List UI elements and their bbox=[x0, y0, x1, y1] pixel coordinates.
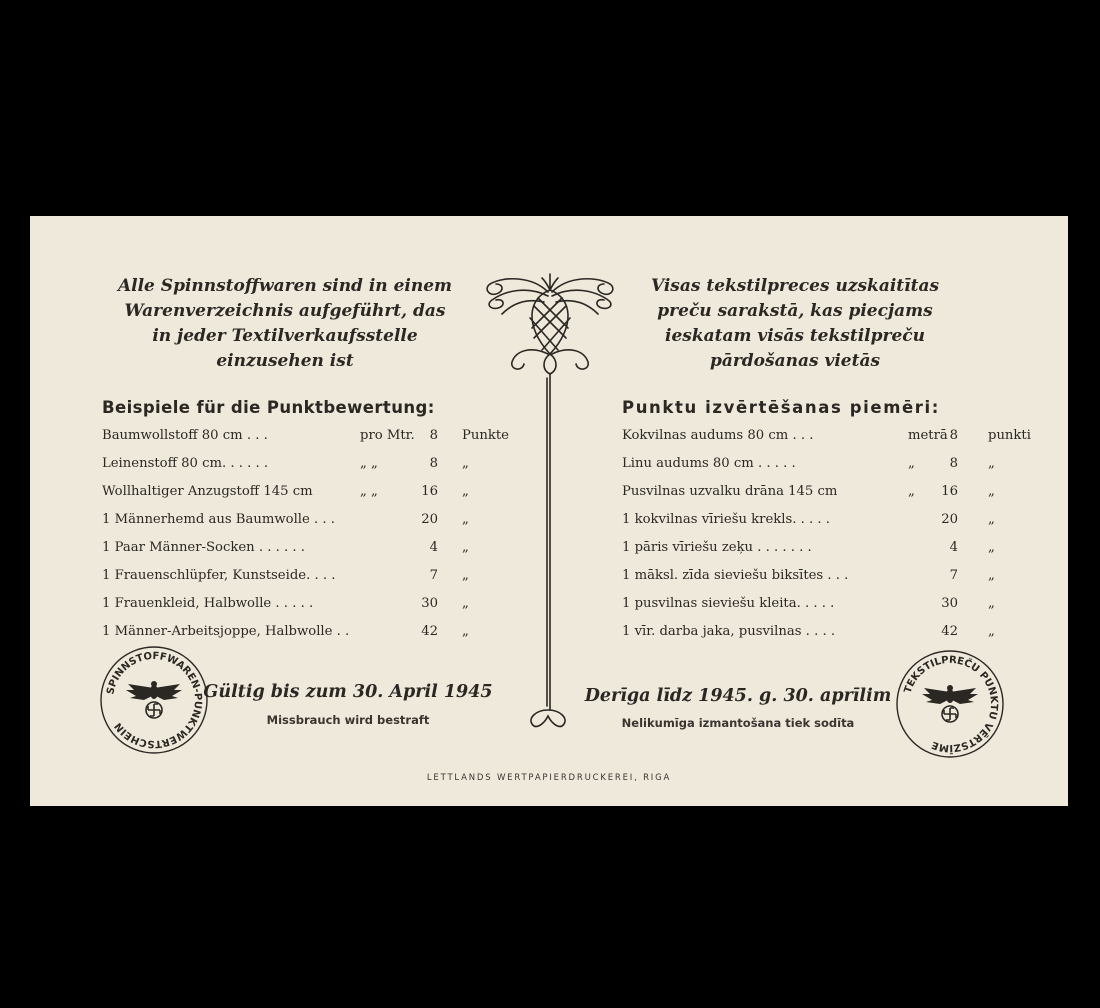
latvian-validity: Derīga līdz 1945. g. 30. aprīlim bbox=[584, 686, 892, 706]
item-suffix: „ bbox=[462, 512, 469, 527]
item-points: 20 bbox=[941, 512, 958, 527]
latvian-intro bbox=[600, 274, 990, 374]
item-points: 4 bbox=[429, 540, 438, 555]
item-points: 7 bbox=[429, 568, 438, 583]
item-description: 1 Männer-Arbeitsjoppe, Halbwolle . . bbox=[102, 624, 350, 639]
german-validity: Gültig bis zum 30. April 1945 bbox=[203, 682, 493, 702]
item-suffix: „ bbox=[988, 568, 995, 583]
intro-line: pārdošanas vietās bbox=[709, 351, 881, 371]
item-unit: „ „ bbox=[360, 456, 378, 471]
item-description: Kokvilnas audums 80 cm . . . bbox=[622, 428, 814, 443]
item-unit: „ bbox=[908, 484, 915, 499]
item-suffix: „ bbox=[462, 624, 469, 639]
item-suffix: „ bbox=[462, 456, 469, 471]
intro-line: preču sarakstā, kas piecjams bbox=[657, 301, 933, 321]
item-description: 1 Frauenschlüpfer, Kunstseide. . . . bbox=[102, 568, 336, 583]
german-intro bbox=[90, 274, 480, 374]
item-points: 16 bbox=[421, 484, 438, 499]
item-description: Linu audums 80 cm . . . . . bbox=[622, 456, 796, 471]
item-suffix: „ bbox=[988, 456, 995, 471]
item-points: 8 bbox=[949, 428, 958, 443]
item-suffix: „ bbox=[988, 624, 995, 639]
item-description: 1 kokvilnas vīriešu krekls. . . . . bbox=[622, 512, 830, 527]
item-points: 30 bbox=[421, 596, 438, 611]
stamp-text: SPINNSTOFFWAREN-PUNKTWERTSCHEIN bbox=[105, 650, 204, 750]
item-points: 42 bbox=[941, 624, 958, 639]
item-description: 1 Frauenkleid, Halbwolle . . . . . bbox=[102, 596, 314, 611]
printer-imprint: LETTLANDS WERTPAPIERDRUCKEREI, RIGA bbox=[426, 773, 672, 783]
item-points: 7 bbox=[949, 568, 958, 583]
pinecone-scroll-ornament-icon bbox=[482, 270, 618, 732]
latvian-penalty: Nelikumīga izmantošana tiek sodīta bbox=[621, 716, 855, 730]
item-suffix: „ bbox=[988, 596, 995, 611]
intro-line: einzusehen ist bbox=[216, 351, 354, 371]
intro-line: in jeder Textilverkaufsstelle bbox=[152, 326, 418, 346]
intro-line: Visas tekstilpreces uzskaitītas bbox=[650, 276, 940, 296]
item-unit: pro Mtr. bbox=[360, 428, 415, 443]
item-description: Baumwollstoff 80 cm . . . bbox=[102, 428, 268, 443]
item-points: 30 bbox=[941, 596, 958, 611]
item-points: 16 bbox=[941, 484, 958, 499]
german-penalty: Missbrauch wird bestraft bbox=[266, 713, 430, 727]
item-description: 1 vīr. darba jaka, pusvilnas . . . . bbox=[622, 624, 836, 639]
item-points: 20 bbox=[421, 512, 438, 527]
item-suffix: „ bbox=[988, 540, 995, 555]
item-description: Pusvilnas uzvalku drāna 145 cm bbox=[622, 484, 838, 499]
item-points: 8 bbox=[429, 456, 438, 471]
item-points: 8 bbox=[949, 456, 958, 471]
ration-card bbox=[30, 216, 1068, 806]
item-points: 42 bbox=[421, 624, 438, 639]
item-description: Leinenstoff 80 cm. . . . . . bbox=[102, 456, 269, 471]
item-suffix: „ bbox=[462, 540, 469, 555]
item-description: 1 Männerhemd aus Baumwolle . . . bbox=[102, 512, 335, 527]
item-points: 8 bbox=[429, 428, 438, 443]
intro-line: Warenverzeichnis aufgeführt, das bbox=[124, 301, 446, 321]
item-suffix: „ bbox=[988, 512, 995, 527]
intro-line: ieskatam visās tekstilpreču bbox=[665, 326, 925, 346]
item-suffix: „ bbox=[462, 568, 469, 583]
intro-line: Alle Spinnstoffwaren sind in einem bbox=[117, 276, 453, 296]
item-unit: „ „ bbox=[360, 484, 378, 499]
item-points: 4 bbox=[949, 540, 958, 555]
item-suffix: „ bbox=[462, 484, 469, 499]
item-description: 1 Paar Männer-Socken . . . . . . bbox=[102, 540, 305, 555]
item-unit: „ bbox=[908, 456, 915, 471]
item-description: 1 pusvilnas sieviešu kleita. . . . . bbox=[622, 596, 835, 611]
item-description: 1 māksl. zīda sieviešu biksītes . . . bbox=[622, 568, 849, 583]
item-unit: metrā bbox=[908, 428, 948, 443]
stamp-text: TEKSTILPREČU PUNKTU VĒRTSZĪME bbox=[902, 654, 1000, 754]
eagle-stamp-icon bbox=[894, 648, 1006, 760]
item-suffix: Punkte bbox=[462, 428, 509, 443]
item-suffix: punkti bbox=[988, 428, 1031, 443]
item-suffix: „ bbox=[462, 596, 469, 611]
german-heading: Beispiele für die Punktbewertung: bbox=[102, 398, 435, 417]
item-description: 1 pāris vīriešu zeķu . . . . . . . bbox=[622, 540, 812, 555]
item-description: Wollhaltiger Anzugstoff 145 cm bbox=[102, 484, 313, 499]
item-suffix: „ bbox=[988, 484, 995, 499]
latvian-heading: Punktu izvērtēšanas piemēri: bbox=[622, 398, 940, 417]
